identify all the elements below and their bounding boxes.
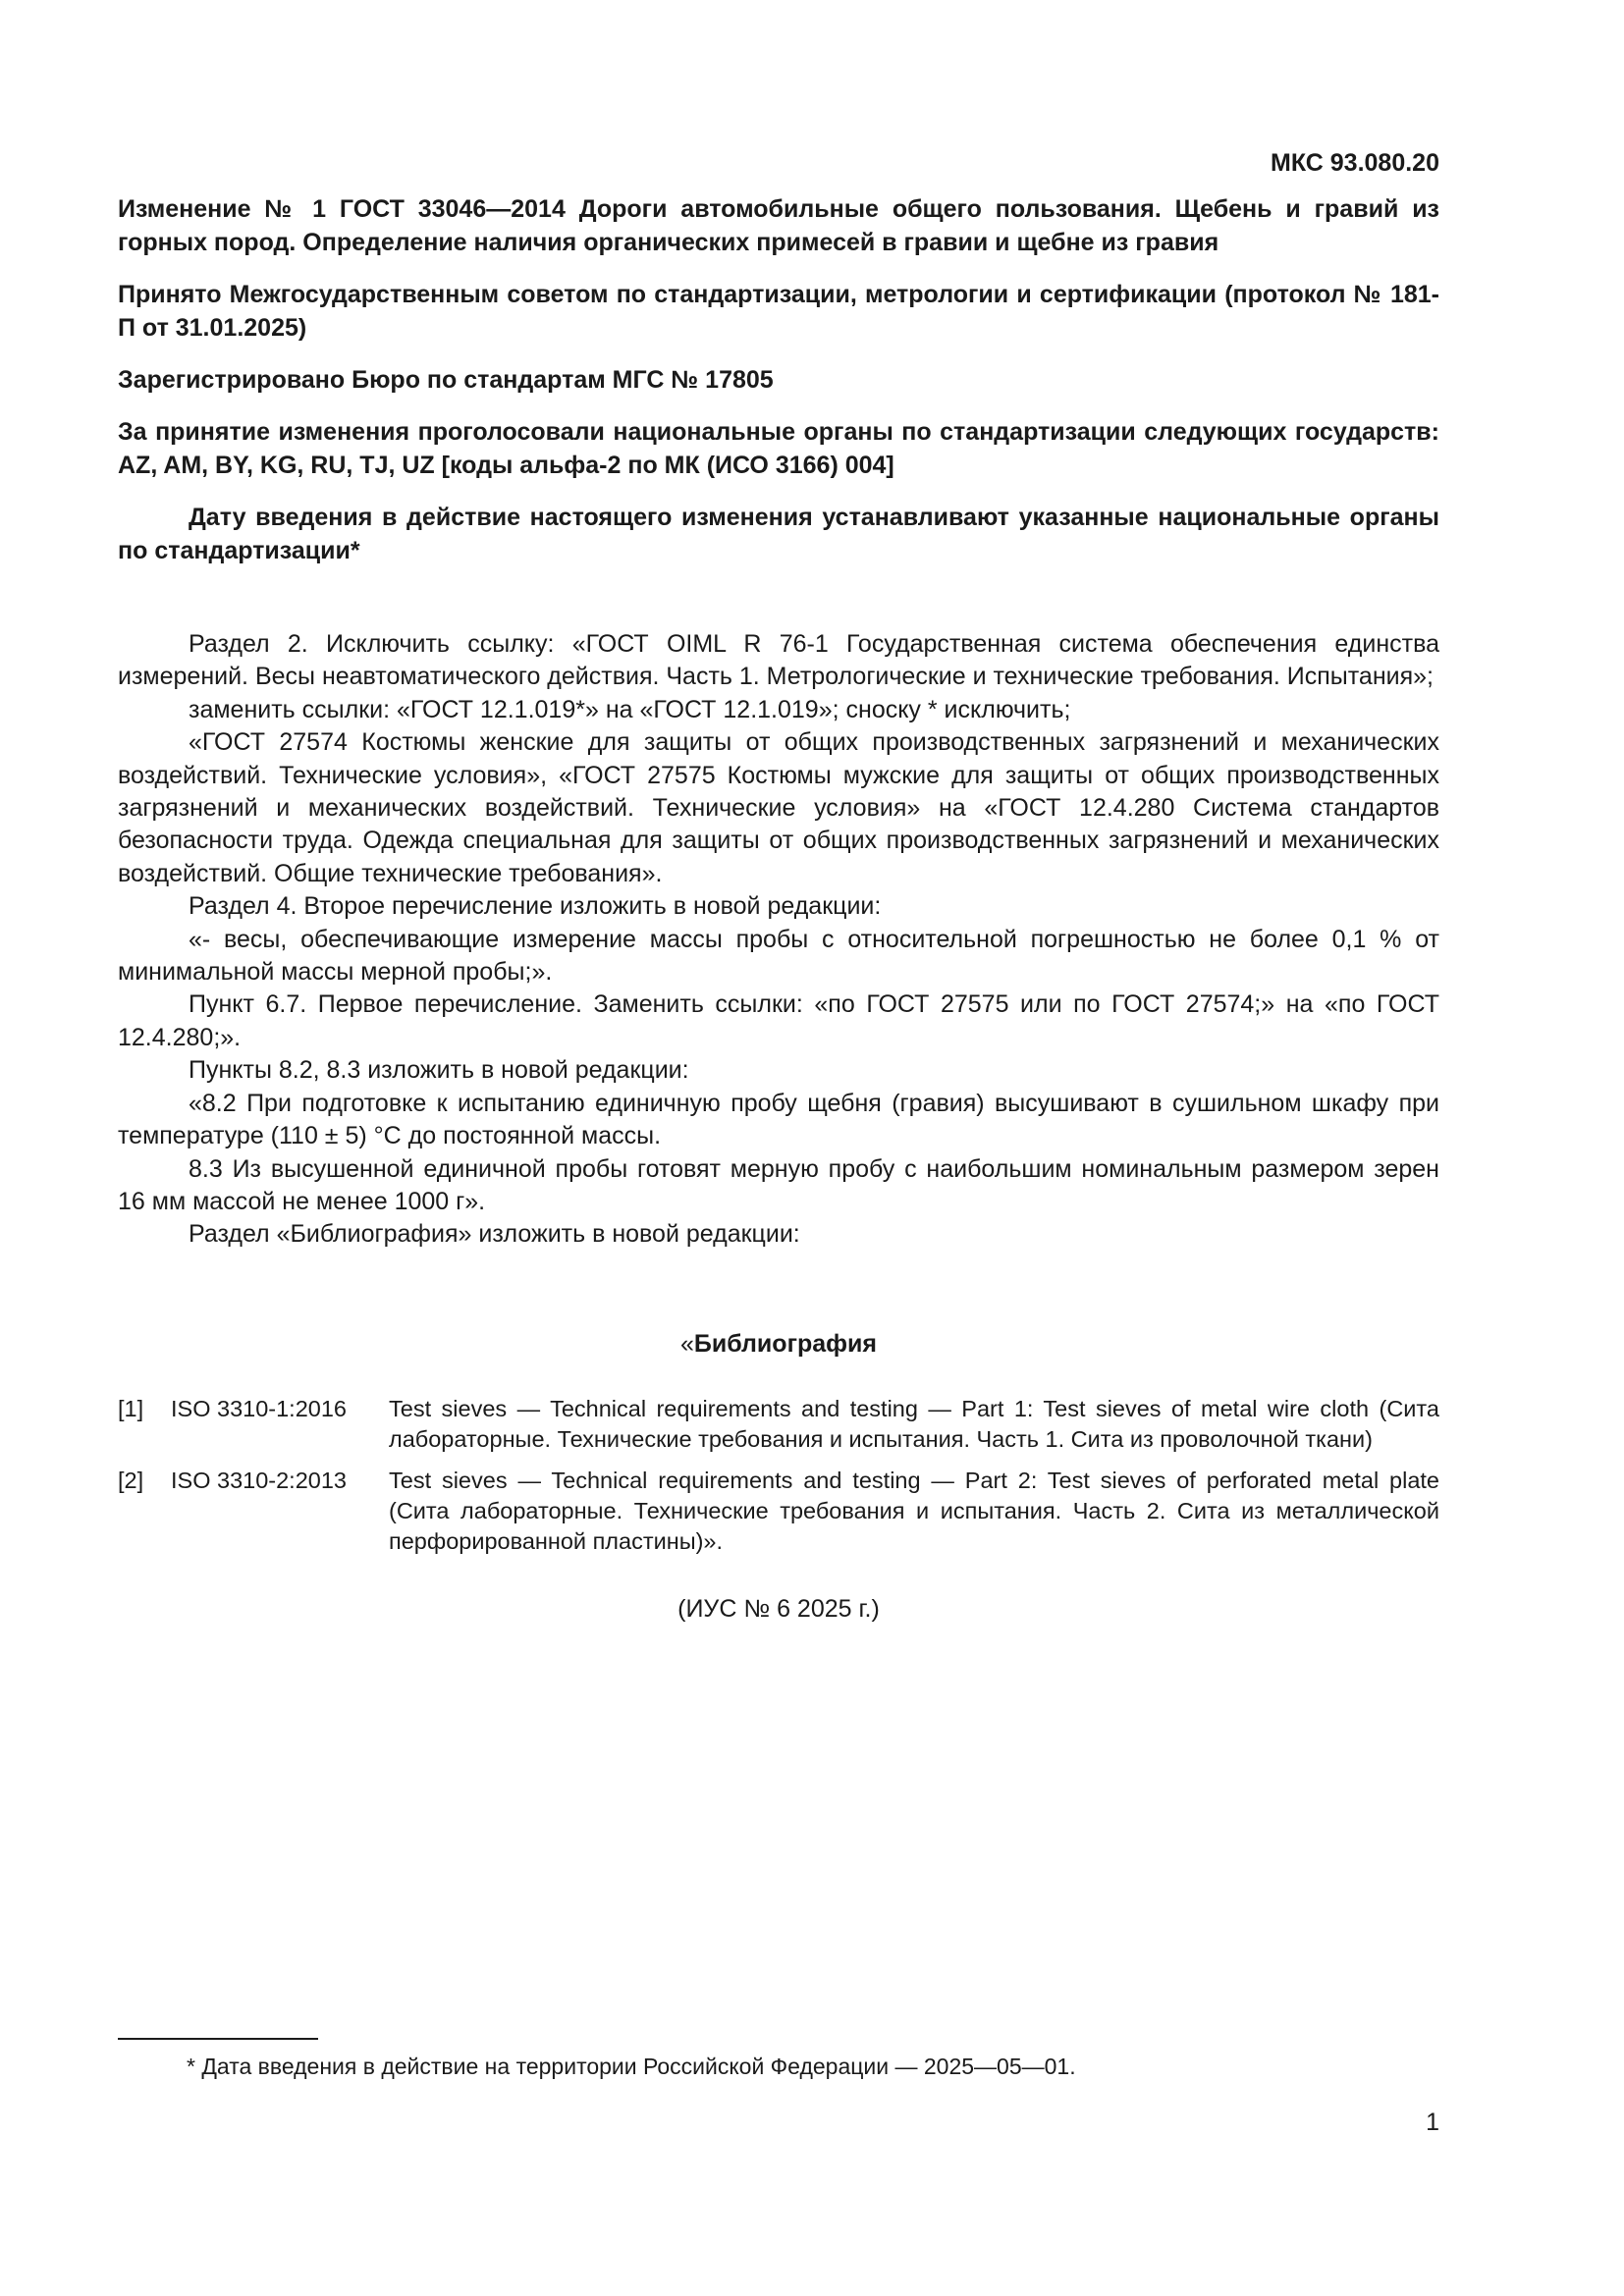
adopted-statement: Принято Межгосударственным советом по стандартизации, метрологии и сертификации (протокол № 181-П от 31.01.2025) [118, 281, 1439, 342]
body-paragraph: Пункт 6.7. Первое перечисление. Заменить ссылки: «по ГОСТ 27575 или по ГОСТ 27574;» на «по ГОСТ 12.4.280;». [118, 990, 1439, 1051]
amendment-body [118, 628, 1439, 1252]
body-paragraph: Раздел 4. Второе перечисление изложить в новой редакции: [189, 892, 882, 921]
bibliography-number: [1] [118, 1396, 144, 1421]
body-paragraph: Раздел 2. Исключить ссылку: «ГОСТ OIML R 76-1 Государственная система обеспечения единства измерений. Весы неавтоматического действия. Часть 1. Метрологические и технические требования. Испытания»; [118, 630, 1439, 691]
body-paragraph: 8.3 Из высушенной единичной пробы готовят мерную пробу с наибольшим номинальным размером зерен 16 мм массой не менее 1000 г». [118, 1154, 1439, 1215]
bibliography-code: ISO 3310-1:2016 [171, 1396, 347, 1421]
document-header [118, 192, 1439, 586]
registration-statement: Зарегистрировано Бюро по стандартам МГС № 17805 [118, 366, 774, 394]
bibliography-heading: Библиография [693, 1330, 877, 1358]
bibliography-entry [118, 1466, 1439, 1557]
mks-code: МКС 93.080.20 [1271, 149, 1439, 177]
bibliography-code: ISO 3310-2:2013 [171, 1468, 347, 1493]
page-number: 1 [1426, 2109, 1439, 2136]
bibliography-text: Test sieves — Technical requirements and testing — Part 1: Test sieves of metal wire cloth (Сита лабораторные. Технические требования и испытания. Часть 1. Сита из проволочной ткани) [389, 1396, 1439, 1452]
ius-reference: (ИУС № 6 2025 г.) [677, 1595, 880, 1623]
document-page [118, 0, 1439, 2296]
bibliography-open-quote: « [679, 1330, 694, 1358]
body-paragraph: «- весы, обеспечивающие измерение массы пробы с относительной погрешностью не более 0,1 % от минимальной массы мерной пробы;». [118, 925, 1439, 987]
body-paragraph: «ГОСТ 27574 Костюмы женские для защиты от общих производственных загрязнений и механических воздействий. Технические условия», «ГОСТ 27575 Костюмы мужские для защиты от общих производственных загрязнений и механических воздействий. Технические условия» на «ГОСТ 12.4.280 Система стандартов безопасности труда. Одежда специальная для защиты от общих производственных загрязнений и механических воздействий. Общие технические требования». [118, 728, 1439, 887]
bibliography-text: Test sieves — Technical requirements and testing — Part 2: Test sieves of perforated metal plate (Сита лабораторные. Технические требования и испытания. Часть 2. Сита из металлической перфорированной пластины)». [389, 1468, 1439, 1554]
body-paragraph: Пункты 8.2, 8.3 изложить в новой редакции: [189, 1056, 689, 1085]
voting-statement: За принятие изменения проголосовали национальные органы по стандартизации следующих государств: AZ, AM, BY, KG, RU, TJ, UZ [коды альфа-2 по МК (ИСО 3166) 004] [118, 418, 1439, 479]
bibliography-number: [2] [118, 1468, 144, 1493]
body-paragraph: Раздел «Библиография» изложить в новой редакции: [189, 1220, 800, 1249]
date-of-introduction-note: Дату введения в действие настоящего изменения устанавливают указанные национальные органы по стандартизации* [118, 504, 1439, 564]
footnote-divider [118, 2038, 318, 2040]
bibliography-list [118, 1394, 1439, 1568]
bibliography-title [118, 1330, 1439, 1359]
bibliography-entry [118, 1394, 1439, 1455]
amendment-title: Изменение № 1 ГОСТ 33046—2014 Дороги автомобильные общего пользования. Щебень и гравий из горных пород. Определение наличия органических примесей в гравии и щебне из гравия [118, 195, 1439, 256]
body-paragraph: «8.2 При подготовке к испытанию единичную пробу щебня (гравия) высушивают в сушильном шкафу при температуре (110 ± 5) °С до постоянной массы. [118, 1089, 1439, 1150]
footnote: * Дата введения в действие на территории Российской Федерации — 2025—05—01. [187, 2054, 1076, 2079]
body-paragraph: заменить ссылки: «ГОСТ 12.1.019*» на «ГОСТ 12.1.019»; сноску * исключить; [189, 695, 1071, 723]
